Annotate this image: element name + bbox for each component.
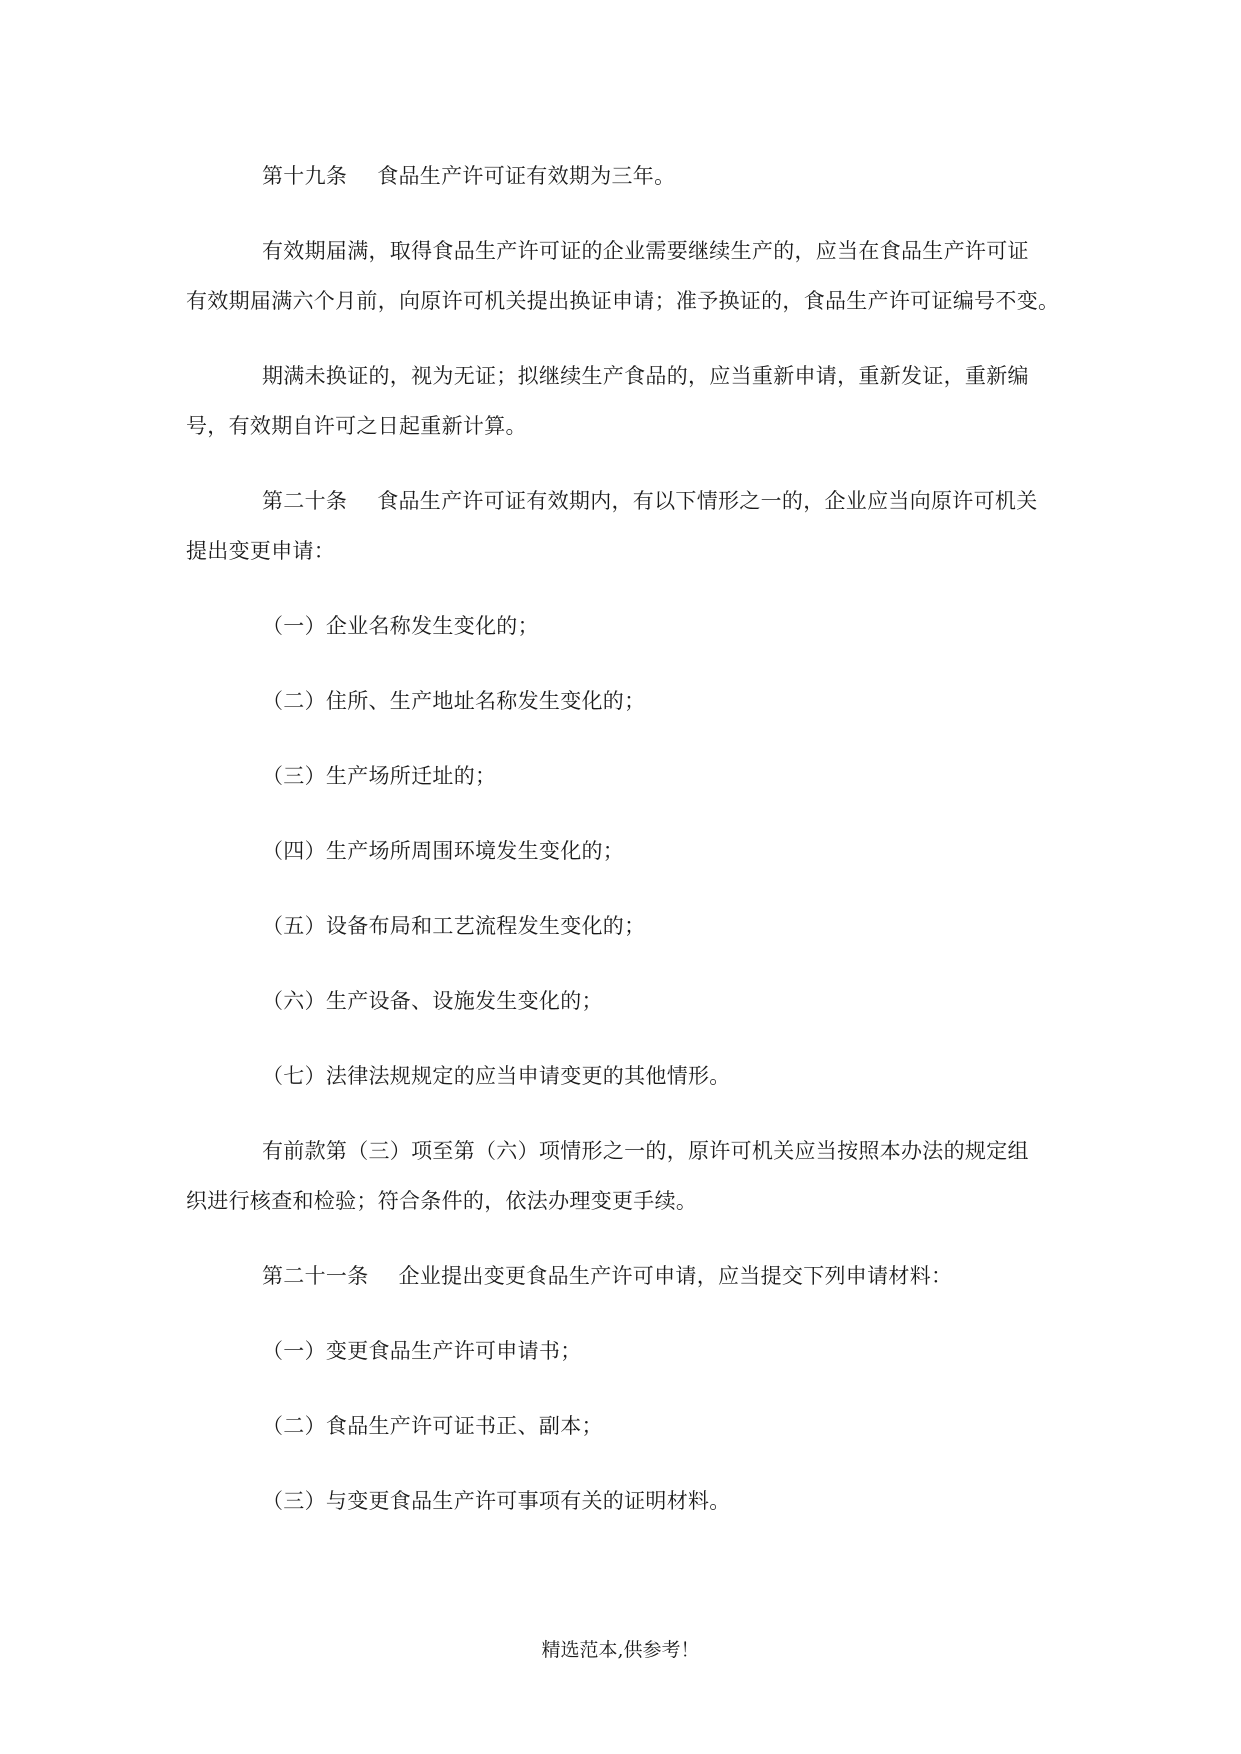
article20-after-line1: 有前款第（三）项至第（六）项情形之一的，原许可机关应当按照本办法的规定组 — [262, 1139, 1029, 1163]
article19-p3-line2: 号，有效期自许可之日起重新计算。 — [186, 414, 527, 438]
article20-item-5: （五）设备布局和工艺流程发生变化的； — [262, 914, 646, 938]
article19-number: 第十九条 — [262, 164, 348, 188]
article20-number: 第二十条 — [262, 489, 348, 513]
article20-item-1: （一）企业名称发生变化的； — [262, 614, 539, 638]
article19-heading — [262, 162, 675, 190]
article20-item-3: （三）生产场所迁址的； — [262, 764, 497, 788]
article21-text: 企业提出变更食品生产许可申请，应当提交下列申请材料： — [398, 1264, 953, 1288]
article20-item-7: （七）法律法规规定的应当申请变更的其他情形。 — [262, 1064, 731, 1088]
article20-item-2: （二）住所、生产地址名称发生变化的； — [262, 689, 646, 713]
article21-item-2: （二）食品生产许可证书正、副本； — [262, 1414, 603, 1438]
article19-text: 食品生产许可证有效期为三年。 — [377, 164, 676, 188]
article19-p2-line2: 有效期届满六个月前，向原许可机关提出换证申请；准予换证的，食品生产许可证编号不变。 — [186, 289, 1060, 313]
article21-item-1: （一）变更食品生产许可申请书； — [262, 1339, 582, 1363]
article20-item-6: （六）生产设备、设施发生变化的； — [262, 989, 603, 1013]
article21-number: 第二十一条 — [262, 1264, 369, 1288]
article20-heading — [262, 487, 1038, 515]
page-footer: 精选范本,供参考！ — [541, 1639, 700, 1661]
article19-p2-line1: 有效期届满，取得食品生产许可证的企业需要继续生产的，应当在食品生产许可证 — [262, 239, 1029, 263]
article20-item-4: （四）生产场所周围环境发生变化的； — [262, 839, 625, 863]
article20-text-line2: 提出变更申请： — [186, 539, 336, 563]
article21-item-3: （三）与变更食品生产许可事项有关的证明材料。 — [262, 1489, 731, 1513]
article20-text-line1: 食品生产许可证有效期内，有以下情形之一的，企业应当向原许可机关 — [377, 489, 1038, 513]
article20-after-line2: 织进行核查和检验；符合条件的，依法办理变更手续。 — [186, 1189, 698, 1213]
article19-p3-line1: 期满未换证的，视为无证；拟继续生产食品的，应当重新申请，重新发证，重新编 — [262, 364, 1029, 388]
article21-heading — [262, 1262, 952, 1290]
